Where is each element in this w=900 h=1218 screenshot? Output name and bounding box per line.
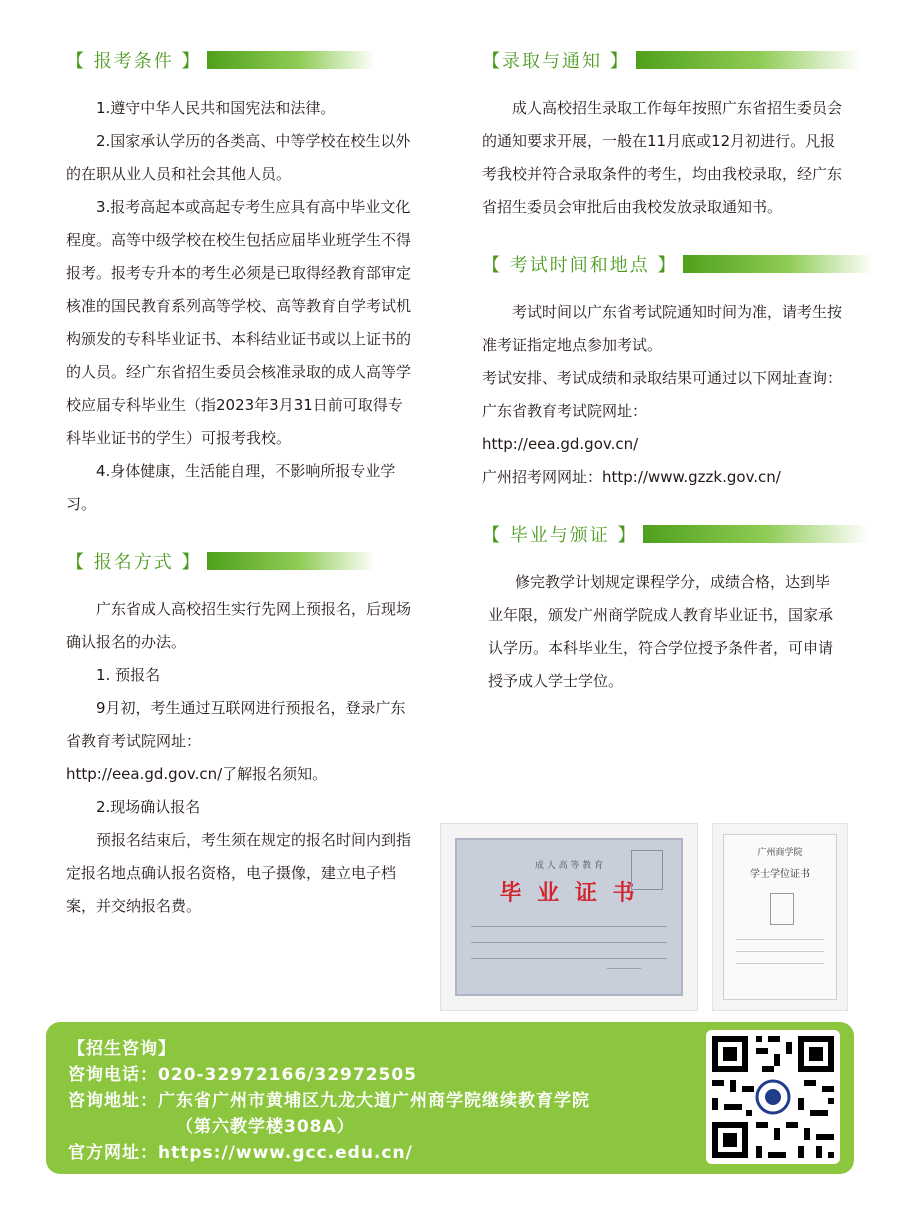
section-exam (482, 244, 842, 494)
text-line (471, 926, 667, 927)
contact-lines (68, 1036, 590, 1166)
paragraph: 修完教学计划规定课程学分，成绩合格，达到毕业年限，颁发广州商学院成人教育毕业证书，国家承认学历。本科毕业生，符合学位授予条件者，可申请授予成人学士学位。 (488, 573, 834, 690)
section-title-exam: 【 考试时间和地点 】 (482, 255, 678, 276)
section-header (482, 40, 842, 80)
section-title-registration: 【 报名方式 】 (66, 552, 202, 573)
text-line (736, 963, 824, 964)
paragraph: 广东省教育考试院网址： (482, 402, 648, 420)
section-header (482, 244, 842, 284)
paragraph: 预报名结束后，考生须在规定的报名时间内到指定报名地点确认报名资格，电子摄像，建立电子档案，并交纳报名费。 (66, 831, 412, 915)
paragraph: 1. 预报名 (96, 666, 161, 684)
text-line (607, 968, 641, 969)
section-title-graduation: 【 毕业与颁证 】 (482, 525, 638, 546)
section-body (482, 296, 842, 494)
title-gradient-bar (207, 552, 375, 570)
diploma-title: 毕 业 证 书 (499, 881, 639, 906)
section-body (66, 593, 416, 923)
text-line (471, 958, 667, 959)
text-line (736, 951, 824, 952)
paragraph: 考试时间以广东省考试院通知时间为准，请考生按准考证指定地点参加考试。 (482, 303, 843, 354)
section-body (482, 566, 842, 698)
paragraph: 成人高校招生录取工作每年按照广东省招生委员会的通知要求开展，一般在11月底或12月初进行。凡报考我校并符合录取条件的考生，均由我校录取，经广东省招生委员会审批后由我校发放录取通知书。 (482, 99, 843, 216)
title-gradient-bar (683, 255, 873, 273)
paragraph-url: http://eea.gd.gov.cn/了解报名须知。 (66, 765, 328, 783)
diploma-certificate-frame (455, 838, 683, 996)
right-column (482, 40, 842, 718)
degree-school-name: 广州商学院 (757, 848, 803, 858)
contact-heading: 【招生咨询】 (68, 1039, 176, 1059)
section-header (482, 514, 842, 554)
section-body (482, 92, 842, 224)
section-registration (66, 541, 416, 923)
degree-title: 学士学位证书 (750, 869, 810, 880)
paragraph: 4.身体健康，生活能自理，不影响所报专业学习。 (66, 462, 396, 513)
section-header (66, 541, 416, 581)
paragraph-url: 广州招考网网址：http://www.gzzk.gov.cn/ (482, 468, 781, 486)
section-graduation (482, 514, 842, 698)
paragraph: 3.报考高起本或高起专考生应具有高中毕业文化程度。高等中级学校在校生包括应届毕业班学生不得报考。报考专升本的考生必须是已取得经教育部审定核准的国民教育系列高等学校、高等教育自学考试机构颁发的专科毕业证书、本科结业证书或以上证书的的人员。经广东省招生委员会核准录取的成人高等学校应届专科毕业生（指2023年3月31日前可取得专科毕业证书的学生）可报考我校。 (66, 198, 412, 447)
contact-phone: 咨询电话：020-32972166/32972505 (68, 1065, 418, 1085)
text-line (471, 942, 667, 943)
paragraph: 2.现场确认报名 (96, 798, 201, 816)
section-header (66, 40, 416, 80)
paragraph: 9月初，考生通过互联网进行预报名，登录广东省教育考试院网址： (66, 699, 406, 750)
contact-box (46, 1022, 854, 1174)
degree-certificate-frame (723, 834, 837, 1000)
contact-address-cont: （第六教学楼308A） (176, 1117, 355, 1137)
photo-box (631, 850, 663, 890)
title-gradient-bar (636, 51, 861, 69)
section-title-conditions: 【 报考条件 】 (66, 51, 202, 72)
paragraph: 2.国家承认学历的各类高、中等学校在校生以外的在职从业人员和社会其他人员。 (66, 132, 411, 183)
qr-code-icon[interactable] (706, 1030, 840, 1164)
paragraph: 考试安排、考试成绩和录取结果可通过以下网址查询： (482, 369, 843, 387)
degree-certificate-image (712, 823, 848, 1011)
title-gradient-bar (207, 51, 375, 69)
paragraph: 广东省成人高校招生实行先网上预报名，后现场确认报名的办法。 (66, 600, 412, 651)
diploma-certificate-image (440, 823, 698, 1011)
left-column (66, 40, 416, 943)
text-line (736, 939, 824, 940)
contact-website: 官方网址：https://www.gcc.edu.cn/ (68, 1143, 413, 1163)
title-gradient-bar (643, 525, 868, 543)
paragraph-url: http://eea.gd.gov.cn/ (482, 435, 639, 453)
diploma-top-text: 成 人 高 等 教 育 (534, 861, 604, 871)
section-conditions (66, 40, 416, 521)
paragraph: 1.遵守中华人民共和国宪法和法律。 (96, 99, 336, 117)
section-admission (482, 40, 842, 224)
photo-box (770, 893, 794, 925)
section-body (66, 92, 416, 521)
contact-address: 咨询地址：广东省广州市黄埔区九龙大道广州商学院继续教育学院 (68, 1091, 590, 1111)
section-title-admission: 【录取与通知 】 (482, 51, 630, 72)
